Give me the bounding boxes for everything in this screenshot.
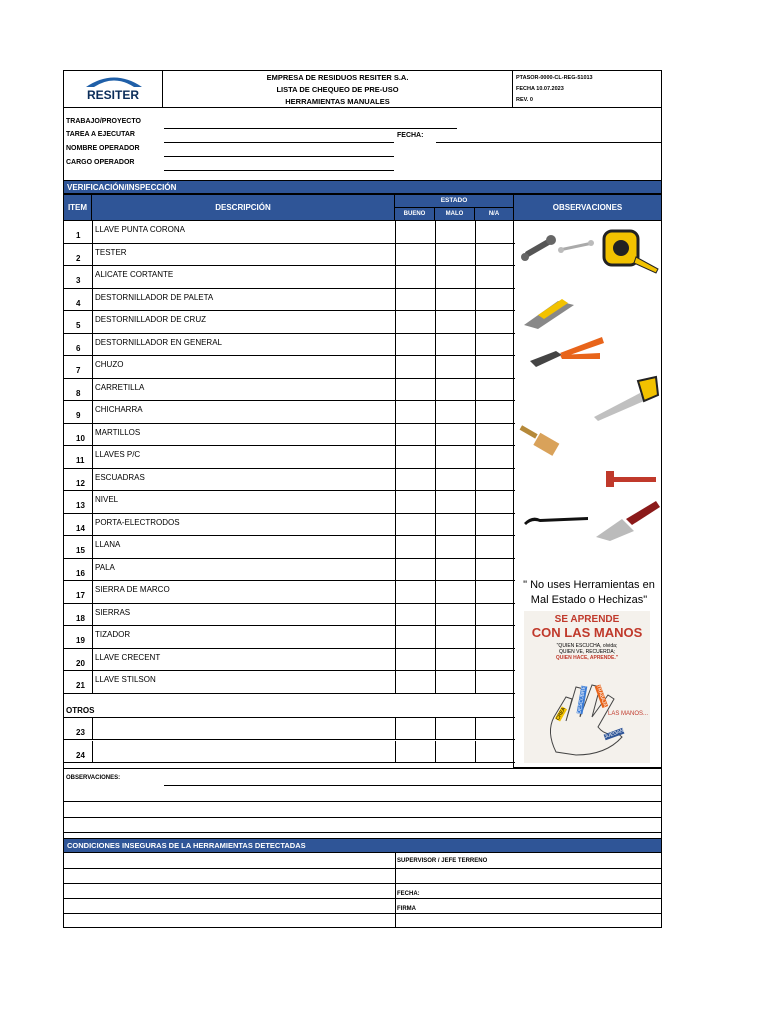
na-cell[interactable] [475, 379, 516, 401]
bueno-cell[interactable] [395, 559, 436, 581]
bueno-label: BUENO [403, 211, 426, 217]
desc-cell [92, 491, 93, 513]
bueno-cell[interactable] [395, 626, 436, 648]
item-number: 3 [76, 276, 81, 285]
desc-cell [92, 424, 93, 446]
item-number: 1 [76, 231, 81, 240]
item-description: ALICATE CORTANTE [95, 270, 174, 279]
item-number: 11 [76, 456, 85, 465]
checklist-table [63, 221, 514, 768]
desc-cell [92, 244, 93, 266]
table-row [64, 741, 515, 764]
utility-knife-icon [518, 291, 578, 331]
observaciones-header-label: OBSERVACIONES [552, 203, 623, 212]
desc-cell [92, 356, 93, 378]
malo-cell[interactable] [435, 334, 476, 356]
project-field[interactable] [164, 127, 457, 129]
item-description: LLANA [95, 540, 121, 549]
na-cell[interactable] [475, 649, 516, 671]
table-row [64, 514, 515, 537]
item-number: 17 [76, 591, 85, 600]
table-row [64, 491, 515, 514]
supervisor-label: SUPERVISOR / JEFE TERRENO [397, 858, 488, 864]
footer-obs-label: OBSERVACIONES: [66, 775, 121, 781]
bueno-cell[interactable] [395, 266, 436, 288]
desc-cell [92, 289, 93, 311]
na-cell[interactable] [475, 491, 516, 513]
bueno-cell[interactable] [395, 671, 436, 693]
item-description: TIZADOR [95, 630, 131, 639]
na-cell[interactable] [475, 469, 516, 491]
item-number: 10 [76, 433, 85, 443]
malo-cell[interactable] [435, 266, 476, 288]
na-cell[interactable] [475, 334, 516, 356]
malo-cell[interactable] [435, 446, 476, 468]
table-row [64, 334, 515, 357]
desc-cell [92, 671, 93, 693]
table-row [64, 581, 515, 604]
poster-line-2: CON LAS MANOS [531, 625, 643, 640]
table-row [64, 289, 515, 312]
item-header [63, 194, 92, 221]
crowbar-icon [522, 511, 592, 531]
item-number: 24 [76, 750, 85, 760]
bueno-cell[interactable] [395, 356, 436, 378]
desc-cell [92, 469, 93, 491]
grid-line-4 [64, 913, 661, 914]
handsaw-icon [590, 373, 660, 421]
item-number: 21 [76, 681, 85, 690]
description-header [91, 194, 395, 221]
bueno-cell[interactable] [395, 334, 436, 356]
na-cell[interactable] [475, 244, 516, 266]
wrench-icon [518, 233, 558, 263]
item-description: TESTER [95, 247, 127, 257]
item-number: 2 [76, 253, 81, 263]
date-label: FECHA: [397, 132, 424, 139]
role-field[interactable] [164, 169, 394, 171]
item-description: MARTILLOS [95, 427, 141, 437]
estado-header-label: ESTADO [440, 197, 468, 204]
malo-header [434, 207, 475, 221]
malo-cell[interactable] [435, 649, 476, 671]
bueno-cell[interactable] [395, 379, 436, 401]
item-description: ESCUADRAS [95, 472, 145, 482]
malo-cell[interactable] [435, 718, 476, 740]
malo-cell[interactable] [435, 311, 476, 333]
bueno-cell[interactable] [395, 649, 436, 671]
finger-label-3: TRABAJA [594, 684, 608, 708]
obs-line-3[interactable] [64, 817, 661, 818]
malo-cell[interactable] [435, 581, 476, 603]
malo-cell[interactable] [435, 221, 476, 243]
obs-line-1[interactable] [164, 785, 661, 786]
na-cell[interactable] [475, 536, 516, 558]
item-number: 16 [76, 568, 85, 578]
role-label: CARGO OPERADOR [66, 159, 135, 166]
malo-cell[interactable] [435, 379, 476, 401]
bueno-cell[interactable] [395, 536, 436, 558]
malo-cell[interactable] [435, 401, 476, 423]
item-description: PALA [95, 562, 115, 572]
logo-arc-icon [84, 74, 144, 88]
item-description: LLAVE STILSON [95, 675, 156, 684]
desc-cell [92, 718, 93, 740]
item-number: 20 [76, 658, 85, 668]
title-cell [162, 70, 513, 108]
item-number: 12 [76, 478, 85, 488]
malo-cell[interactable] [435, 289, 476, 311]
item-description: LLAVE PUNTA CORONA [95, 225, 185, 234]
na-cell[interactable] [475, 401, 516, 423]
table-row [64, 671, 515, 694]
project-label: TRABAJO/PROYECTO [66, 118, 141, 125]
form-area [63, 108, 662, 180]
malo-cell[interactable] [435, 626, 476, 648]
table-row [64, 424, 515, 447]
item-description: CHUZO [95, 360, 124, 369]
unsafe-conditions-grid [63, 853, 662, 928]
item-description: DESTORNILLADOR DE PALETA [95, 292, 214, 302]
na-cell[interactable] [475, 671, 516, 693]
doc-code: PTASOR-0000-CL-REG-51013 [516, 75, 593, 81]
table-row [64, 469, 515, 492]
malo-label: MALO [445, 211, 464, 217]
scraper-icon [592, 497, 662, 541]
na-cell[interactable] [475, 741, 516, 763]
bueno-cell[interactable] [395, 289, 436, 311]
item-number: 8 [76, 388, 81, 398]
desc-cell [92, 334, 93, 356]
bueno-cell[interactable] [395, 581, 436, 603]
desc-cell [92, 741, 93, 763]
table-row [64, 604, 515, 627]
na-cell[interactable] [475, 446, 516, 468]
otros-label: OTROS [66, 705, 95, 715]
desc-cell [92, 604, 93, 626]
na-cell[interactable] [475, 311, 516, 333]
firma-label: FIRMA [397, 906, 416, 912]
grid-line-1 [64, 868, 661, 869]
table-row [64, 559, 515, 582]
desc-cell [92, 536, 93, 558]
open-wrench-icon [556, 237, 596, 257]
bueno-cell[interactable] [395, 446, 436, 468]
item-number: 4 [76, 298, 81, 308]
item-number: 13 [76, 501, 85, 510]
table-row [64, 536, 515, 559]
item-number: 7 [76, 366, 81, 375]
table-row [64, 446, 515, 469]
na-header [474, 207, 514, 221]
item-description: NIVEL [95, 495, 119, 504]
finger-label-2: DESCUBRE [576, 685, 588, 715]
obs-line-4[interactable] [64, 832, 661, 833]
malo-cell[interactable] [435, 559, 476, 581]
pliers-icon [526, 333, 606, 373]
bueno-cell[interactable] [395, 514, 436, 536]
logo-cell [63, 70, 163, 108]
bueno-cell[interactable] [395, 221, 436, 243]
malo-cell[interactable] [435, 491, 476, 513]
table-row [64, 311, 515, 334]
item-number: 18 [76, 613, 85, 623]
na-cell[interactable] [475, 289, 516, 311]
na-cell[interactable] [475, 266, 516, 288]
item-description: CARRETILLA [95, 382, 145, 392]
grid-line-3 [64, 898, 661, 899]
item-number: 14 [76, 523, 85, 533]
desc-cell [92, 266, 93, 288]
code-cell [512, 70, 662, 108]
bueno-cell[interactable] [395, 718, 436, 740]
company-name: EMPRESA DE RESIDUOS RESITER S.A. [266, 73, 409, 82]
item-number: 19 [76, 636, 85, 645]
malo-cell[interactable] [435, 604, 476, 626]
date-field[interactable] [436, 141, 661, 143]
na-cell[interactable] [475, 626, 516, 648]
bueno-cell[interactable] [395, 604, 436, 626]
item-number: 6 [76, 343, 81, 353]
fecha-label: FECHA: [397, 891, 420, 897]
item-header-label: ITEM [67, 203, 88, 212]
desc-cell [92, 446, 93, 468]
item-description: PORTA-ELECTRODOS [95, 517, 180, 527]
poster-line-4: QUIEN VE, RECUERDA; [558, 649, 616, 655]
bueno-cell[interactable] [395, 741, 436, 763]
logo-text: RESITER [86, 88, 139, 102]
verification-bar [63, 180, 662, 194]
item-description: SIERRAS [95, 607, 131, 617]
tape-measure-icon [600, 227, 660, 275]
grid-line-2 [64, 883, 661, 884]
finger-label-1: CREA [554, 706, 568, 722]
poster [524, 611, 650, 763]
item-number: 15 [76, 546, 85, 555]
item-description: DESTORNILLADOR DE CRUZ [95, 315, 206, 324]
table-row [64, 626, 515, 649]
bueno-cell[interactable] [395, 401, 436, 423]
na-cell[interactable] [475, 604, 516, 626]
doc-subtitle: HERRAMIENTAS MANUALES [285, 97, 390, 106]
doc-rev: REV. 0 [516, 97, 533, 103]
estado-header [394, 194, 514, 208]
na-cell[interactable] [475, 221, 516, 243]
item-number: 9 [76, 411, 81, 420]
bueno-cell[interactable] [395, 491, 436, 513]
observations-image-column [513, 221, 662, 768]
table-row [64, 356, 515, 379]
operator-label: NOMBRE OPERADOR [66, 145, 140, 152]
malo-cell[interactable] [435, 244, 476, 266]
safety-quote: " No uses Herramientas en Mal Estado o Hechizas" [523, 579, 655, 606]
poster-line-1: SE APRENDE [554, 614, 620, 625]
task-field[interactable] [164, 141, 394, 143]
desc-cell [92, 311, 93, 333]
na-label: N/A [488, 211, 500, 217]
table-row [64, 221, 515, 244]
description-header-label: DESCRIPCIÓN [215, 203, 271, 212]
item-description: LLAVES P/C [95, 450, 141, 459]
paintbrush-icon [516, 425, 566, 465]
desc-cell [92, 379, 93, 401]
unsafe-conditions-bar [63, 838, 662, 853]
grid-vline [395, 853, 396, 927]
item-number: 23 [76, 727, 85, 737]
malo-cell[interactable] [435, 356, 476, 378]
malo-cell[interactable] [435, 469, 476, 491]
na-cell[interactable] [475, 514, 516, 536]
poster-tag: LAS MANOS... [608, 711, 649, 717]
malo-cell[interactable] [435, 671, 476, 693]
desc-cell [92, 581, 93, 603]
desc-cell [92, 514, 93, 536]
bueno-cell[interactable] [395, 469, 436, 491]
operator-field[interactable] [164, 155, 394, 157]
na-cell[interactable] [475, 559, 516, 581]
table-row [64, 266, 515, 289]
pipe-wrench-icon [602, 467, 662, 491]
item-description: SIERRA DE MARCO [95, 585, 170, 594]
desc-cell [92, 626, 93, 648]
na-cell[interactable] [475, 581, 516, 603]
observaciones-header [513, 194, 662, 221]
bueno-header [394, 207, 435, 221]
doc-date: FECHA 10.07.2023 [516, 86, 564, 92]
malo-cell[interactable] [435, 424, 476, 446]
table-row [64, 649, 515, 672]
malo-cell[interactable] [435, 741, 476, 763]
task-label: TAREA A EJECUTAR [66, 131, 135, 138]
finger-label-4: JUEGAN [603, 727, 625, 741]
malo-cell[interactable] [435, 536, 476, 558]
desc-cell [92, 559, 93, 581]
doc-title: LISTA DE CHEQUEO DE PRE-USO [276, 85, 399, 94]
item-number: 5 [76, 321, 81, 330]
na-cell[interactable] [475, 424, 516, 446]
item-description: DESTORNILLADOR EN GENERAL [95, 337, 222, 347]
bueno-cell[interactable] [395, 424, 436, 446]
bueno-cell[interactable] [395, 311, 436, 333]
table-row [64, 401, 515, 424]
otros-row [64, 694, 515, 718]
table-row [64, 718, 515, 741]
desc-cell [92, 401, 93, 423]
poster-line-5: QUIEN HACE, APRENDE." [555, 655, 619, 661]
table-row [64, 379, 515, 402]
bueno-cell[interactable] [395, 244, 436, 266]
na-cell[interactable] [475, 356, 516, 378]
obs-line-2[interactable] [64, 801, 661, 802]
poster-line-3: "QUIEN ESCUCHA, olvida; [556, 643, 618, 649]
desc-cell [92, 649, 93, 671]
na-cell[interactable] [475, 718, 516, 740]
item-description: LLAVE CRECENT [95, 652, 161, 662]
unsafe-conditions-title: CONDICIONES INSEGURAS DE LA HERRAMIENTAS DETECTADAS [67, 841, 306, 850]
desc-cell [92, 221, 93, 243]
table-row [64, 244, 515, 267]
verification-title: VERIFICACIÓN/INSPECCIÓN [67, 183, 177, 192]
item-description: CHICHARRA [95, 405, 143, 414]
malo-cell[interactable] [435, 514, 476, 536]
footer-observations [63, 768, 662, 838]
